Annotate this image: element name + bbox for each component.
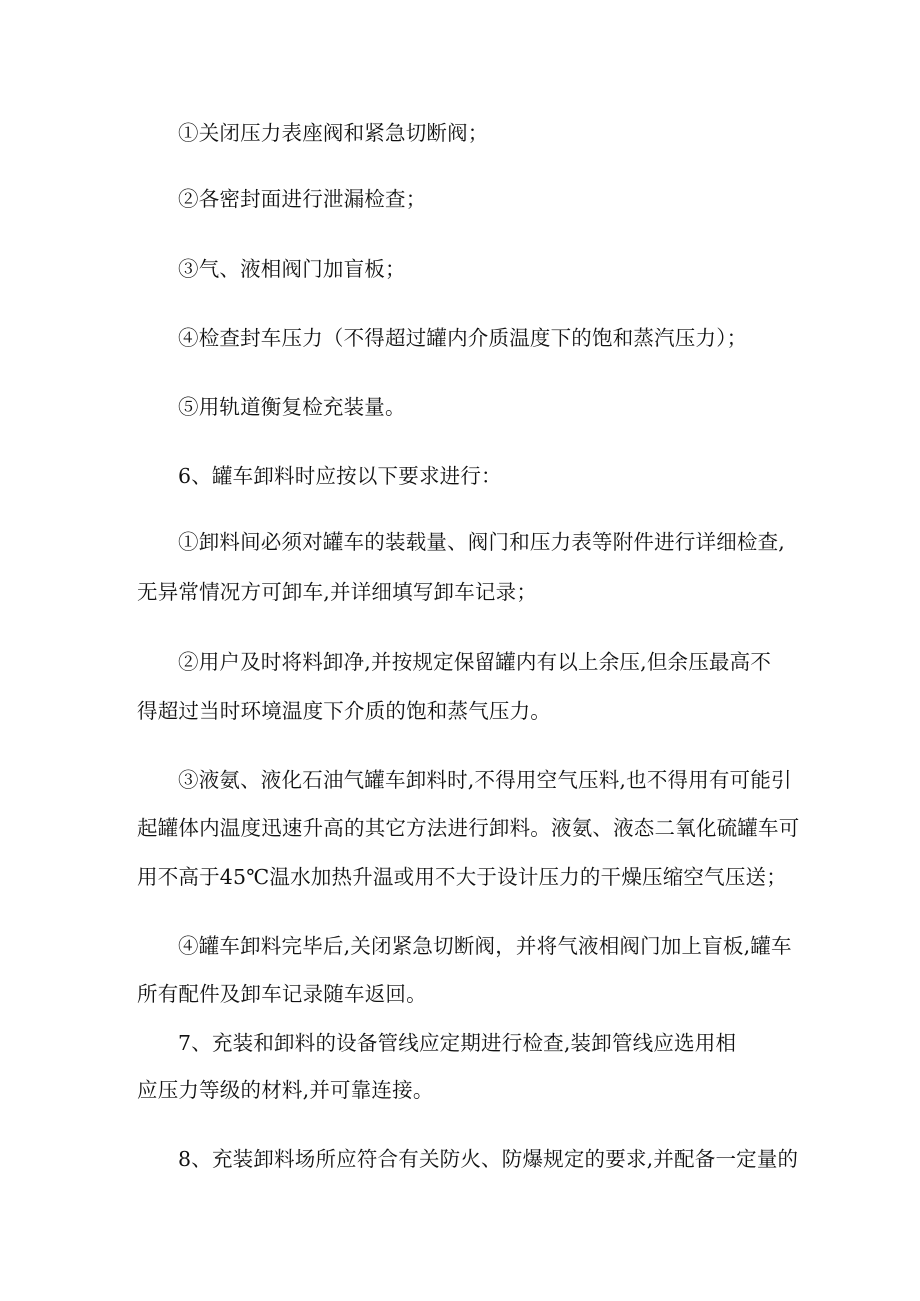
list-item-recheck-load: ⑤用轨道衡复检充装量。 (178, 395, 406, 419)
paragraph-line: 应压力等级的材料,并可靠连接。 (137, 1078, 434, 1102)
list-item-close-valves: ①关闭压力表座阀和紧急切断阀； (178, 121, 489, 145)
list-item-leak-check: ②各密封面进行泄漏检查； (178, 187, 427, 211)
section-heading-6: 6、罐车卸料时应按以下要求进行： (178, 464, 502, 488)
section-heading-7: 7、充装和卸料的设备管线应定期进行检查,装卸管线应选用相 (178, 1031, 737, 1055)
paragraph-line: 用不高于45℃温水加热升温或用不大于设计压力的干燥压缩空气压送； (137, 865, 787, 889)
paragraph-line: 所有配件及卸车记录随车返回。 (137, 982, 427, 1006)
paragraph-line: 无异常情况方可卸车,并详细填写卸车记录； (137, 580, 538, 604)
paragraph-line: 得超过当时环境温度下介质的饱和蒸气压力。 (137, 699, 551, 723)
list-item-blind-plates: ③气、液相阀门加盲板； (178, 257, 406, 281)
section-heading-8: 8、充装卸料场所应符合有关防火、防爆规定的要求,并配备一定量的 (178, 1147, 799, 1171)
paragraph-line: ③液氨、液化石油气罐车卸料时,不得用空气压料,也不得用有可能引 (178, 768, 792, 792)
paragraph-line: ②用户及时将料卸净,并按规定保留罐内有以上余压,但余压最高不 (178, 650, 772, 674)
paragraph-line: 起罐体内温度迅速升高的其它方法进行卸料。液氨、液态二氧化硫罐车可 (137, 816, 800, 840)
list-item-seal-pressure: ④检查封车压力（不得超过罐内介质温度下的饱和蒸汽压力）； (178, 326, 748, 350)
paragraph-line: ④罐车卸料完毕后,关闭紧急切断阀，并将气液相阀门加上盲板,罐车 (178, 934, 792, 958)
paragraph-line: ①卸料间必须对罐车的装载量、阀门和压力表等附件进行详细检查, (178, 530, 786, 554)
